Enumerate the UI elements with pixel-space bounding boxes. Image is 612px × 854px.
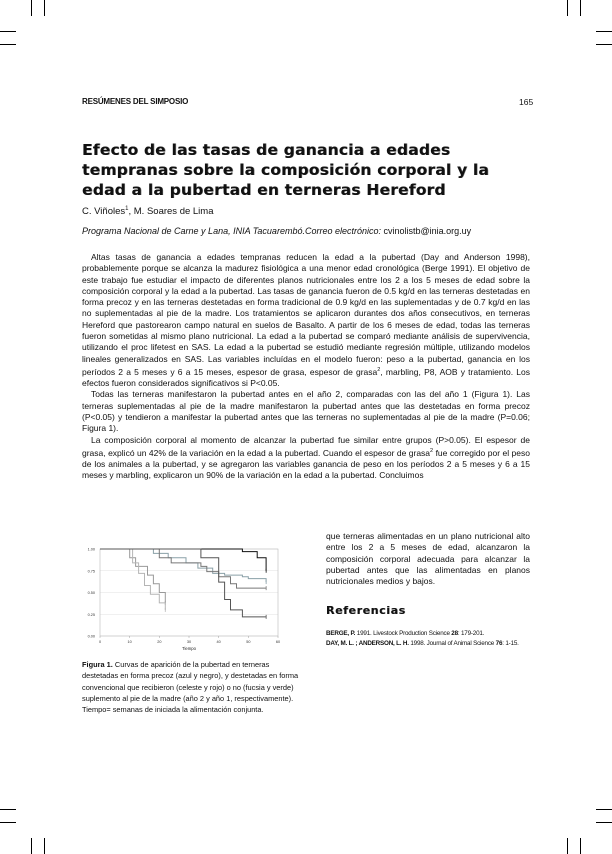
crop-mark: [44, 0, 45, 16]
survival-curve: [100, 549, 266, 582]
x-tick-label: 10: [127, 640, 132, 644]
affiliation: [82, 226, 471, 236]
article-body: [82, 252, 530, 482]
reference-item: [326, 629, 536, 639]
y-tick-label: 0.00: [87, 634, 95, 639]
x-tick-label: 60: [275, 640, 281, 644]
crop-mark: [44, 838, 45, 854]
crop-mark: [596, 44, 612, 45]
reference-author: DAY, M. L. ; ANDERSON, L. H.: [326, 639, 409, 647]
paragraph-3-sup: 2: [430, 447, 434, 454]
figure-1-chart: [82, 538, 297, 656]
figure-caption: [82, 659, 300, 715]
reference-text: 1998. Journal of Animal Science: [408, 639, 496, 647]
y-tick-label: 0.25: [87, 612, 95, 617]
paragraph-1-text-b: , marbling, P8, AOB y tratamiento. Los efectos fueron considerados significativos si P<0.05.: [82, 366, 530, 389]
x-tick-label: 0: [98, 640, 102, 644]
x-tick-label: 50: [246, 640, 251, 644]
caption-text: Curvas de aparición de la pubertad en terneras destetadas en forma precoz (azul y negro), y destetadas en forma convencional que recibieron (celeste y rojo) o no (fucsia y verde) suplemento al pie de la madre (año 2 y año 1, respectivamente). Tiempo= semanas de iniciada la alimentación conjunta.: [82, 660, 299, 715]
x-tick-label: 40: [216, 640, 221, 644]
crop-mark: [580, 0, 581, 16]
authors: [82, 206, 214, 217]
crop-mark: [596, 31, 612, 32]
authors-name-1: C. Viñoles: [82, 206, 126, 218]
y-tick-label: 0.75: [87, 569, 95, 574]
survival-curve: [100, 549, 266, 617]
paragraph-3-text-b: fue corregido por el peso de los animales a la pubertad, y se agregaron las variables ganancia de peso en los períodos 2 a 5 meses y 6 a 15 meses y marbling, explicaron un 90% de la variación en la edad a la pubertad. Concluimos: [82, 447, 530, 481]
crop-mark: [31, 838, 32, 854]
paragraph-1-sup: 2: [377, 366, 381, 373]
reference-text: 1991. Livestock Production Science: [355, 630, 452, 637]
survival-curve: [100, 549, 165, 610]
crop-mark: [596, 809, 612, 810]
affiliation-text: Programa Nacional de Carne y Lana, INIA Tacuarembó.Correo electrónico:: [82, 226, 384, 236]
references-heading: Referencias: [326, 604, 406, 617]
paragraph-2: Todas las terneras manifestaron la pubertad antes en el año 2, comparadas con las del año 1 (Figura 1). Las terneras suplementadas al pie de la madre manifestaron la pubertad antes que las destetadas en forma precoz (P<0.05) y tendieron a manifestar la pubertad antes que las terneras no suplementadas al pie de la madre (P=0.06; Figura 1).: [82, 389, 530, 434]
paragraph-3: [82, 435, 530, 482]
reference-pages: : 1-15.: [502, 639, 519, 647]
y-tick-label: 1.00: [87, 547, 95, 552]
reference-volume: 76: [495, 639, 503, 647]
crop-mark: [580, 838, 581, 854]
paragraph-3-continued: que terneras alimentadas en un plano nutricional alto entre los 2 a 5 meses de edad, alcanzaron la composición corporal adecuada para alcanzar la pubertad antes que las alimentadas en planos nutricionales medios y bajos.: [326, 531, 530, 587]
crop-mark: [0, 809, 16, 810]
survival-curve: [100, 549, 266, 588]
article-title: Efecto de las tasas de ganancia a edades tempranas sobre la composición corporal y la edad a la pubertad en terneras Hereford: [82, 141, 490, 199]
reference-author: BERGE, P.: [326, 630, 356, 637]
crop-mark: [567, 838, 568, 854]
x-tick-label: 30: [186, 640, 192, 644]
reference-pages: : 179-201.: [457, 630, 485, 637]
y-tick-label: 0.50: [87, 591, 95, 595]
caption-label: Figura 1.: [82, 660, 113, 669]
reference-volume: 28: [451, 630, 458, 637]
crop-mark: [0, 822, 16, 823]
survival-curve: [100, 549, 266, 571]
authors-name-2: , M. Soares de Lima: [128, 206, 214, 218]
paragraph-3-text-a: La composición corporal al momento de alcanzar la pubertad fue similar entre grupos (P>0.05). El espesor de grasa, explicó un 42% de la variación en la edad a la pubertad. Cuando el espesor de grasa: [82, 434, 530, 458]
authors-sup: 1: [125, 206, 129, 212]
paragraph-1: [82, 252, 530, 389]
crop-mark: [567, 0, 568, 16]
reference-item: [326, 639, 536, 649]
crop-mark: [0, 44, 16, 45]
x-tick-label: 20: [157, 640, 162, 644]
page-number: 165: [519, 97, 534, 107]
paragraph-1-text-a: Altas tasas de ganancia a edades tempranas reducen la edad a la pubertad (Day and Anderson 1998), probablemente porque se alcanza la madurez fisiológica a una menor edad cronológica (Berge 1991). El objetivo de este trabajo fue estudiar el impacto de diferentes planos nutricionales entre los 2 a los 5 meses de edad sobre la composición corporal y la edad a la pubertad. Las tasas de ganancia fueron de 0.5 kg/d en las terneras destetadas en forma precoz y en las terneras destetadas en forma tradicional de 0.9 kg/d en las suplementadas y de 0.7 kg/d en las no suplementadas al pie de la madre. Los tratamientos se aplicaron durantes dos años consecutivos, en terneras Hereford que pastorearon campo natural en suelos de Basalto. A partir de los 6 meses de edad, todas las terneras fueron sometidas al mismo plano nutricional. La edad a la pubertad se comparó mediante análisis de supervivencia, utilizando el proc lifetest en SAS. La edad a la pubertad se estudió mediante regresión múltiple, utilizando modelos lineales generalizados en SAS. Las variables incluídas en el modelo fueron: peso a la pubertad, ganancia en los períodos 2 a 5 meses y 6 a 15 meses, espesor de grasa, espesor de grasa: [82, 252, 530, 377]
section-header: RESÚMENES DEL SIMPOSIO: [82, 97, 189, 106]
email-link[interactable]: cvinolistb@inia.org.uy: [383, 226, 472, 236]
x-axis-label: Tiempo: [182, 646, 196, 651]
crop-mark: [0, 31, 16, 32]
crop-mark: [596, 822, 612, 823]
references-list: [326, 629, 536, 648]
crop-mark: [31, 0, 32, 16]
